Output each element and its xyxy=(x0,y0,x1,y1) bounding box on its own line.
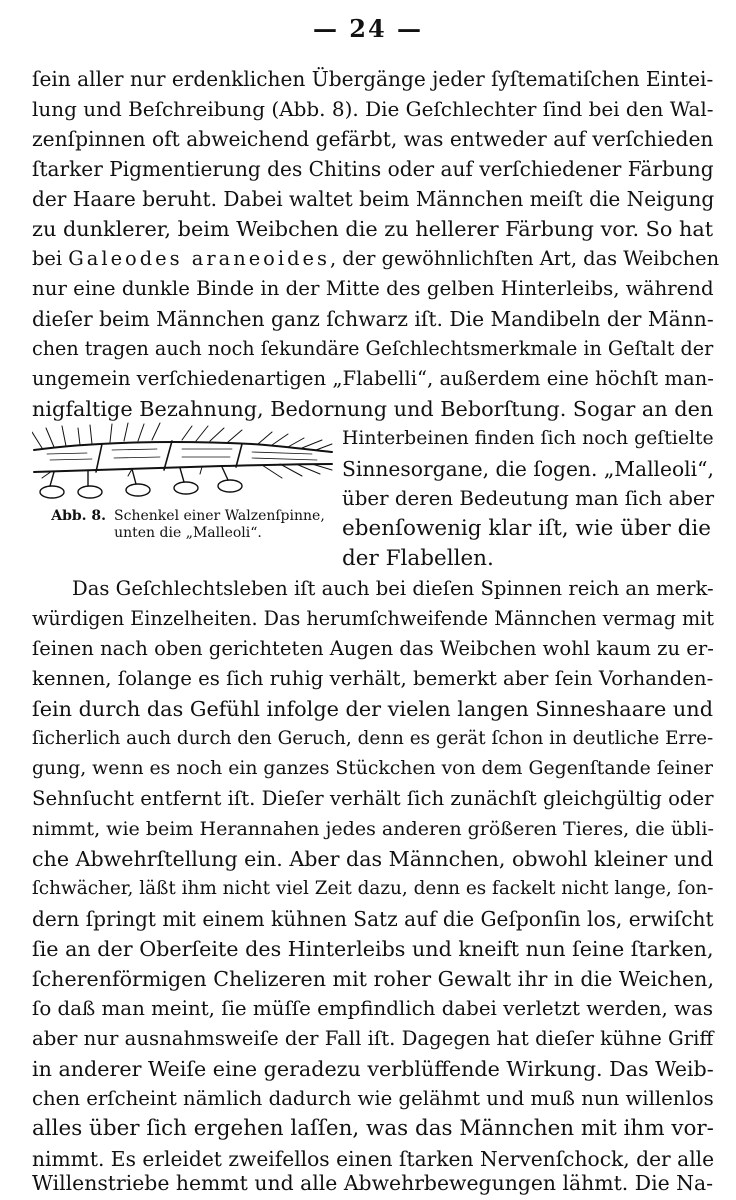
text-line: dieſer beim Männchen ganz ſchwarz iſt. Die Mandibeln der Männ- xyxy=(32,307,714,331)
species-suffix: , der gewöhnlichſten Art, das Weibchen xyxy=(329,247,720,270)
text-line: chen tragen auch noch ſekundäre Geſchlechtsmerkmale in Geſtalt der xyxy=(32,337,714,360)
text-line: ſtarker Pigmentierung des Chitins oder auf verſchiedener Färbung xyxy=(32,157,714,181)
text-line: lung und Beſchreibung (Abb. 8). Die Geſchlechter ſind bei den Wal- xyxy=(32,97,714,121)
leg-drawing xyxy=(32,420,334,510)
text-line: nigfaltige Bezahnung, Bedornung und Beborſtung. Sogar an den xyxy=(32,397,714,421)
text-line: Sehnſucht entfernt iſt. Dieſer verhält ſich zunächſt gleichgültig oder xyxy=(32,787,714,810)
text-line: Das Geſchlechtsleben iſt auch bei dieſen Spinnen reich an merk- xyxy=(72,577,714,600)
text-line: chen erſcheint nämlich dadurch wie gelähmt und muß nun willenlos xyxy=(32,1087,714,1110)
text-line: ungemein verſchiedenartigen „Flabelli“, außerdem eine höchſt man- xyxy=(32,367,714,390)
text-line: ſicherlich auch durch den Geruch, denn es gerät ſchon in deutliche Erre- xyxy=(32,728,714,749)
text-line: Sinnesorgane, die ſogen. „Malleoli“, xyxy=(342,457,714,481)
text-line: der Flabellen. xyxy=(342,546,494,571)
text-line: zu dunklerer, beim Weibchen die zu hellerer Färbung vor. So hat xyxy=(32,217,714,241)
text-line: dern ſpringt mit einem kühnen Satz auf die Geſponſin los, erwiſcht xyxy=(32,907,714,931)
text-line: kennen, ſolange es ſich ruhig verhält, bemerkt aber ſein Vorhanden- xyxy=(32,667,714,690)
text-line: ſein aller nur erdenklichen Übergänge jeder ſyſtematiſchen Eintei- xyxy=(32,67,714,91)
text-line: che Abwehrſtellung ein. Aber das Männchen, obwohl kleiner und xyxy=(32,847,714,871)
text-line: ſo daß man meint, ſie müſſe empfindlich dabei verletzt werden, was xyxy=(32,997,713,1020)
text-line: würdigen Einzelheiten. Das herumſchweifende Männchen vermag mit xyxy=(32,607,714,630)
text-line: nimmt. Es erleidet zweifellos einen ſtarken Nervenſchock, der alle xyxy=(32,1147,715,1171)
figure-caption xyxy=(38,508,338,542)
species-name: Galeodes araneoides xyxy=(68,247,330,270)
figure-caption-text: Schenkel einer Walzenſpinne, unten die „Malleoli“. xyxy=(114,508,325,541)
text-line: ſeinen nach oben gerichteten Augen das Weibchen wohl kaum zu er- xyxy=(32,637,714,660)
text-line: ſein durch das Gefühl infolge der vielen langen Sinneshaare und xyxy=(32,697,713,721)
text-line: ſie an der Oberſeite des Hinterleibs und kneift nun ſeine ſtarken, xyxy=(32,937,714,961)
figure-caption-label: Abb. 8. xyxy=(51,508,107,524)
text-line-species xyxy=(32,244,719,274)
text-line: der Haare beruht. Dabei waltet beim Männchen meiſt die Neigung xyxy=(32,187,715,211)
page-number: — 24 — xyxy=(312,14,424,43)
text-line: zenſpinnen oft abweichend gefärbt, was entweder auf verſchieden xyxy=(32,127,714,151)
text-line: nimmt, wie beim Herannahen jedes anderen größeren Tieres, die übli- xyxy=(32,818,714,840)
text-line: ebenſowenig klar iſt, wie über die xyxy=(342,516,712,541)
text-line: alles über ſich ergehen laſſen, was das Männchen mit ihm vor- xyxy=(32,1116,714,1141)
text-line: nur eine dunkle Binde in der Mitte des gelben Hinterleibs, während xyxy=(32,277,714,300)
text-line: Hinterbeinen finden ſich noch geſtielte xyxy=(342,428,714,449)
text-line: Willenstriebe hemmt und alle Abwehrbewegungen lähmt. Die Na- xyxy=(32,1171,714,1195)
text-line: über deren Bedeutung man ſich aber xyxy=(342,487,715,510)
species-prefix: bei xyxy=(32,247,69,270)
text-line: in anderer Weiſe eine geradezu verblüffende Wirkung. Das Weib- xyxy=(32,1057,714,1081)
text-line: ſcherenförmigen Chelizeren mit roher Gewalt ihr in die Weichen, xyxy=(32,967,715,991)
text-line: gung, wenn es noch ein ganzes Stückchen von dem Gegenſtande ſeiner xyxy=(32,758,713,779)
text-line: ſchwächer, läßt ihm nicht viel Zeit dazu, denn es fackelt nicht lange, ſon- xyxy=(32,878,714,899)
text-line: aber nur ausnahmsweiſe der Fall iſt. Dagegen hat dieſer kühne Griff xyxy=(32,1027,714,1050)
